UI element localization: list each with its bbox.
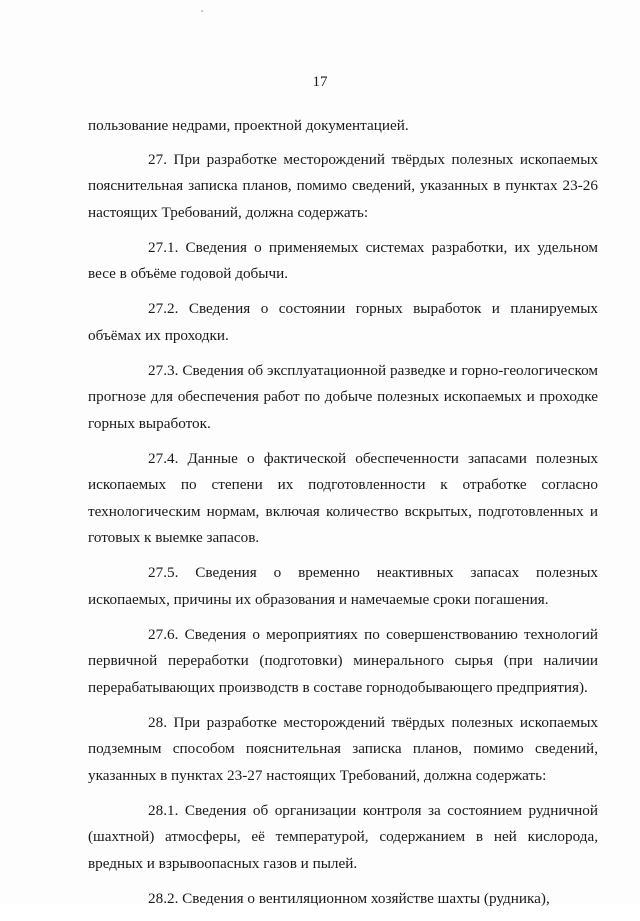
- paragraph-number: 27.4.: [148, 449, 179, 467]
- paragraph-number: 28.1.: [148, 801, 179, 819]
- scan-speck: [201, 10, 203, 12]
- paragraph-27-3: [88, 358, 598, 438]
- paragraph-27-6: [88, 622, 598, 702]
- paragraph-number: 27.: [148, 150, 167, 168]
- paragraph-text: Сведения об эксплуатационной разведке и горно-геологическом прогнозе для обеспечения работ по добыче полезных ископаемых и проходке горных выработок.: [88, 361, 599, 432]
- paragraph-28: [88, 710, 598, 790]
- paragraph-number: 28.: [148, 713, 167, 731]
- paragraph-27-1: [88, 235, 598, 288]
- paragraph-28-1: [88, 798, 598, 878]
- paragraph-number: 27.6.: [148, 625, 179, 643]
- paragraph-number: 27.3.: [148, 361, 179, 379]
- paragraph-text: Сведения о применяемых системах разработки, их удельном весе в объёме годовой добычи.: [88, 238, 599, 282]
- paragraph-27-4: [88, 446, 598, 552]
- paragraph-text: Сведения о временно неактивных запасах полезных ископаемых, причины их образования и намечаемые сроки погашения.: [88, 564, 599, 608]
- paragraph-27-2: [88, 296, 598, 349]
- paragraph-text: Сведения о вентиляционном хозяйстве шахты (рудника),: [182, 889, 550, 907]
- paragraph-text: Данные о фактической обеспеченности запасами полезных ископаемых по степени их подготовленности к отработке согласно технологическим нормам, включая количество вскрытых, подготовленных и готовых к выемке запасов.: [88, 449, 598, 546]
- paragraph-continuation: [88, 113, 598, 140]
- paragraph-number: 27.5.: [148, 564, 179, 581]
- paragraph-text: Сведения об организации контроля за состоянием рудничной (шахтной) атмосферы, её температурой, содержанием в ней кислорода, вредных и взрывоопасных газов и пылей.: [88, 801, 598, 872]
- paragraph-number: 27.1.: [148, 238, 179, 256]
- paragraph-28-2: [88, 886, 598, 913]
- paragraph-text: Сведения о состоянии горных выработок и планируемых объёмах их проходки.: [88, 300, 599, 344]
- page-number: 17: [312, 74, 328, 90]
- paragraph-27: [88, 147, 598, 227]
- paragraph-text: При разработке месторождений твёрдых полезных ископаемых подземным способом пояснительная записка планов, помимо сведений, указанных в пунктах 23-27 настоящих Требований, должна содержать:: [88, 713, 598, 784]
- paragraph-text: пользование недрами, проектной документацией.: [88, 117, 409, 134]
- paragraph-number: 28.2.: [148, 889, 179, 907]
- paragraph-text: При разработке месторождений твёрдых полезных ископаемых пояснительная записка планов, помимо сведений, указанных в пунктах 23-26 настоящих Требований, должна содержать:: [88, 150, 598, 221]
- paragraph-27-5: [88, 560, 598, 613]
- document-body: [88, 113, 598, 921]
- paragraph-text: Сведения о мероприятиях по совершенствованию технологий первичной переработки (подготовки) минерального сырья (при наличии перерабатывающих производств в составе горнодобывающего предприятия).: [88, 625, 598, 696]
- paragraph-number: 27.2.: [148, 300, 179, 317]
